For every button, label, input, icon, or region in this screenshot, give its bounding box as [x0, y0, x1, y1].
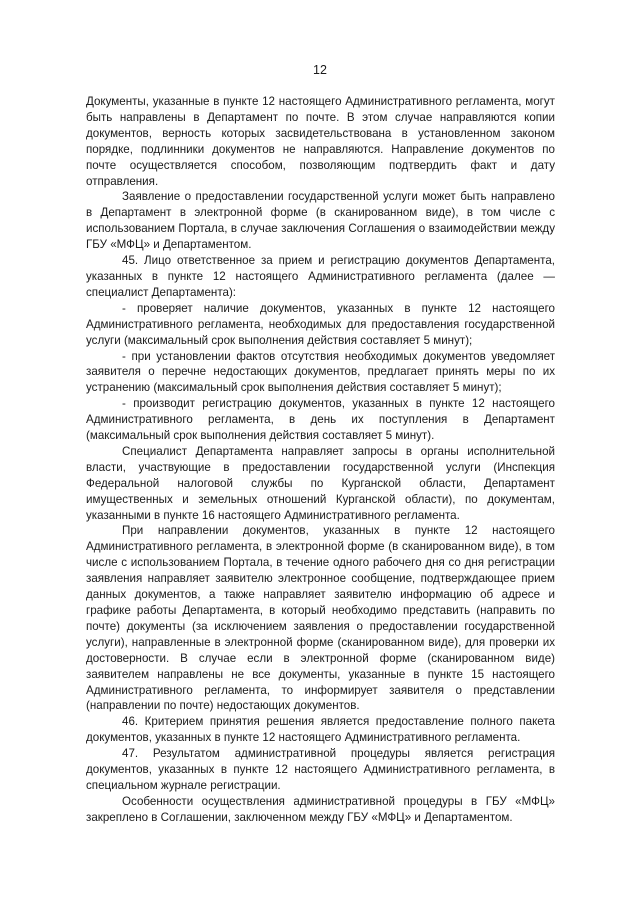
- list-item-register-documents: - производит регистрацию документов, указанных в пункте 12 настоящего Административного регламента, в день их поступления в Департамент (максимальный срок выполнения действия составляет 5 минут).: [86, 397, 555, 443]
- list-item-notify-missing: - при установлении фактов отсутствия необходимых документов уведомляет заявителя о перечне недостающих документов, предлагает принять меры по их устранению (максимальный срок выполнения действия составляет 5 минут);: [86, 349, 555, 395]
- paragraph-mail-submission: Документы, указанные в пункте 12 настоящего Административного регламента, могут быть направлены в Департамент по почте. В этом случае направляются копии документов, верность которых засвидетельствована в установленном законом порядке, подлинники документов не направляются. Направление документов по почте осуществляется способом, позволяющим подтвердить факт и дату отправления.: [86, 95, 555, 188]
- paragraph-electronic-processing: При направлении документов, указанных в пункте 12 настоящего Административного регламента, в электронной форме (в сканированном виде), в том числе с использованием Портала, в течение одного рабочего дня со дня регистрации заявления направляет заявителю электронное сообщение, подтверждающее прием данных документов, а также направляет заявителю информацию об адресе и графике работы Департамента, в который необходимо представить (направить по почте) документы (за исключением заявления о предоставлении государственной услуги), направленные в электронной форме (сканированном виде), для проверки их достоверности. В случае если в электронной форме (сканированном виде) заявителем направлены не все документы, указанные в пункте 15 настоящего Административного регламента, то информирует заявителя о представлении (направлении по почте) недостающих документов.: [86, 524, 555, 713]
- page-number: 12: [313, 63, 327, 77]
- paragraph-item-46: 46. Критерием принятия решения является предоставление полного пакета документов, указанных в пункте 12 настоящего Административного регламента.: [86, 715, 555, 745]
- paragraph-item-47: 47. Результатом административной процедуры является регистрация документов, указанных в пункте 12 настоящего Административного регламента, в специальном журнале регистрации.: [86, 747, 555, 792]
- paragraph-mfc-specifics: Особенности осуществления административной процедуры в ГБУ «МФЦ» закреплено в Соглашении, заключенном между ГБУ «МФЦ» и Департаментом.: [86, 794, 555, 824]
- paragraph-electronic-submission: Заявление о предоставлении государственной услуги может быть направлено в Департамент в электронной форме (в сканированном виде), в том числе с использованием Портала, в случае заключения Соглашения о взаимодействии между ГБУ «МФЦ» и Департаментом.: [86, 190, 555, 252]
- paragraph-requests: Специалист Департамента направляет запросы в органы исполнительной власти, участвующие в предоставлении государственной услуги (Инспекция Федеральной налоговой службы по Курганской области, Департамент имущественных и земельных отношений Курганской области), по документам, указанными в пункте 16 настоящего Административного регламента.: [86, 444, 555, 522]
- document-body: [86, 94, 555, 826]
- list-item-check-documents: - проверяет наличие документов, указанных в пункте 12 настоящего Административного регламента, необходимых для предоставления государственной услуги (максимальный срок выполнения действия составляет 5 минут);: [86, 301, 555, 347]
- paragraph-item-45: 45. Лицо ответственное за прием и регистрацию документов Департамента, указанных в пункте 12 настоящего Административного регламента (далее — специалист Департамента):: [86, 254, 555, 299]
